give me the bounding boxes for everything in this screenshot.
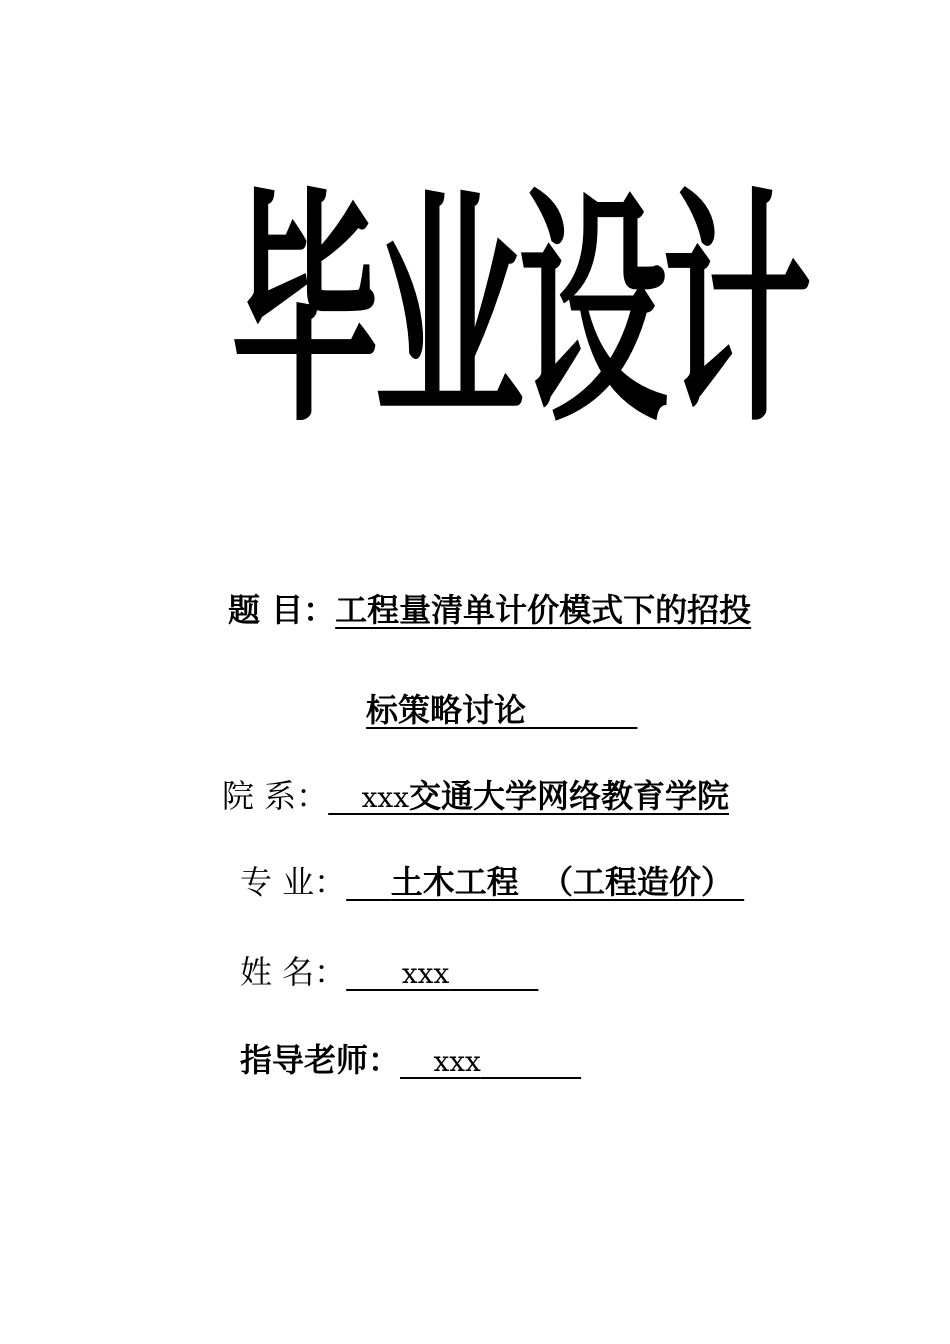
- name-value: xxx: [401, 957, 450, 990]
- name-label: 姓 名：: [240, 953, 347, 991]
- topic-value-line1: 工程量清单计价模式下的招投: [335, 591, 752, 629]
- main-title: 毕业设计: [230, 169, 807, 457]
- department-row: [222, 776, 729, 818]
- department-label: 院 系：: [222, 777, 329, 815]
- major-value: 土木工程 （工程造价）: [390, 863, 734, 901]
- department-value: xxx交通大学网络教育学院: [361, 777, 729, 815]
- department-prefix: xxx: [361, 781, 409, 814]
- topic-label: 题 目：: [228, 591, 336, 629]
- topic-row: [228, 590, 751, 630]
- advisor-label: 指导老师：: [240, 1041, 401, 1079]
- name-row: [240, 952, 538, 994]
- topic-value-line2: 标策略讨论: [366, 691, 527, 729]
- topic-row-continued: [366, 690, 637, 730]
- major-label: 专 业：: [240, 863, 347, 901]
- advisor-row: [240, 1040, 581, 1082]
- advisor-value: xxx: [433, 1045, 481, 1078]
- major-row: [240, 862, 744, 902]
